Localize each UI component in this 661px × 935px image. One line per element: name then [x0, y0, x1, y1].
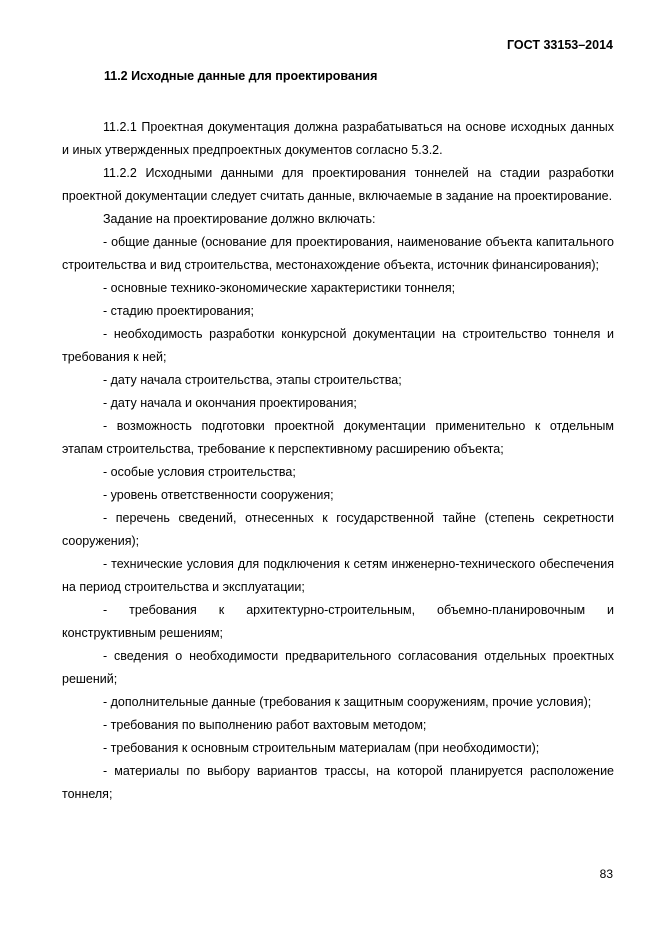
list-item: - перечень сведений, отнесенных к государственной тайне (степень секретности сооружения);: [62, 511, 614, 548]
list-item: - дату начала строительства, этапы строительства;: [103, 373, 402, 387]
list-item: - сведения о необходимости предварительного согласования отдельных проектных решений;: [62, 649, 614, 686]
list-item: - требования по выполнению работ вахтовым методом;: [103, 718, 427, 732]
list-item: - особые условия строительства;: [103, 465, 296, 479]
paragraph: 11.2.2 Исходными данными для проектирования тоннелей на стадии разработки проектной документации следует считать данные, включаемые в задание на проектирование.: [62, 166, 614, 203]
list-item: - необходимость разработки конкурсной документации на строительство тоннеля и требования к ней;: [62, 327, 614, 364]
list-item: - стадию проектирования;: [103, 304, 254, 318]
list-item: - уровень ответственности сооружения;: [103, 488, 334, 502]
list-item: - требования к основным строительным материалам (при необходимости);: [103, 741, 540, 755]
list-item: - общие данные (основание для проектирования, наименование объекта капитального строительства и вид строительства, местонахождение объекта, источник финансирования);: [62, 235, 614, 272]
document-code: ГОСТ 33153–2014: [507, 38, 613, 52]
paragraph: Задание на проектирование должно включать:: [103, 212, 376, 226]
list-item: - возможность подготовки проектной документации применительно к отдельным этапам строительства, требование к перспективному расширению объекта;: [62, 419, 614, 456]
list-item: - требования к архитектурно-строительным, объемно-планировочным и конструктивным решениям;: [62, 603, 614, 640]
paragraph: 11.2.1 Проектная документация должна разрабатываться на основе исходных данных и иных утвержденных предпроектных документов согласно 5.3.2.: [62, 120, 614, 157]
list-item: - технические условия для подключения к сетям инженерно-технического обеспечения на период строительства и эксплуатации;: [62, 557, 614, 594]
list-item: - дополнительные данные (требования к защитным сооружениям, прочие условия);: [103, 695, 592, 709]
body-text: [62, 116, 614, 806]
list-item: - материалы по выбору вариантов трассы, на которой планируется расположение тоннеля;: [62, 764, 614, 801]
list-item: - основные технико-экономические характеристики тоннеля;: [103, 281, 456, 295]
list-item: - дату начала и окончания проектирования;: [103, 396, 357, 410]
page-number: 83: [599, 867, 613, 881]
section-title: 11.2 Исходные данные для проектирования: [104, 69, 378, 83]
